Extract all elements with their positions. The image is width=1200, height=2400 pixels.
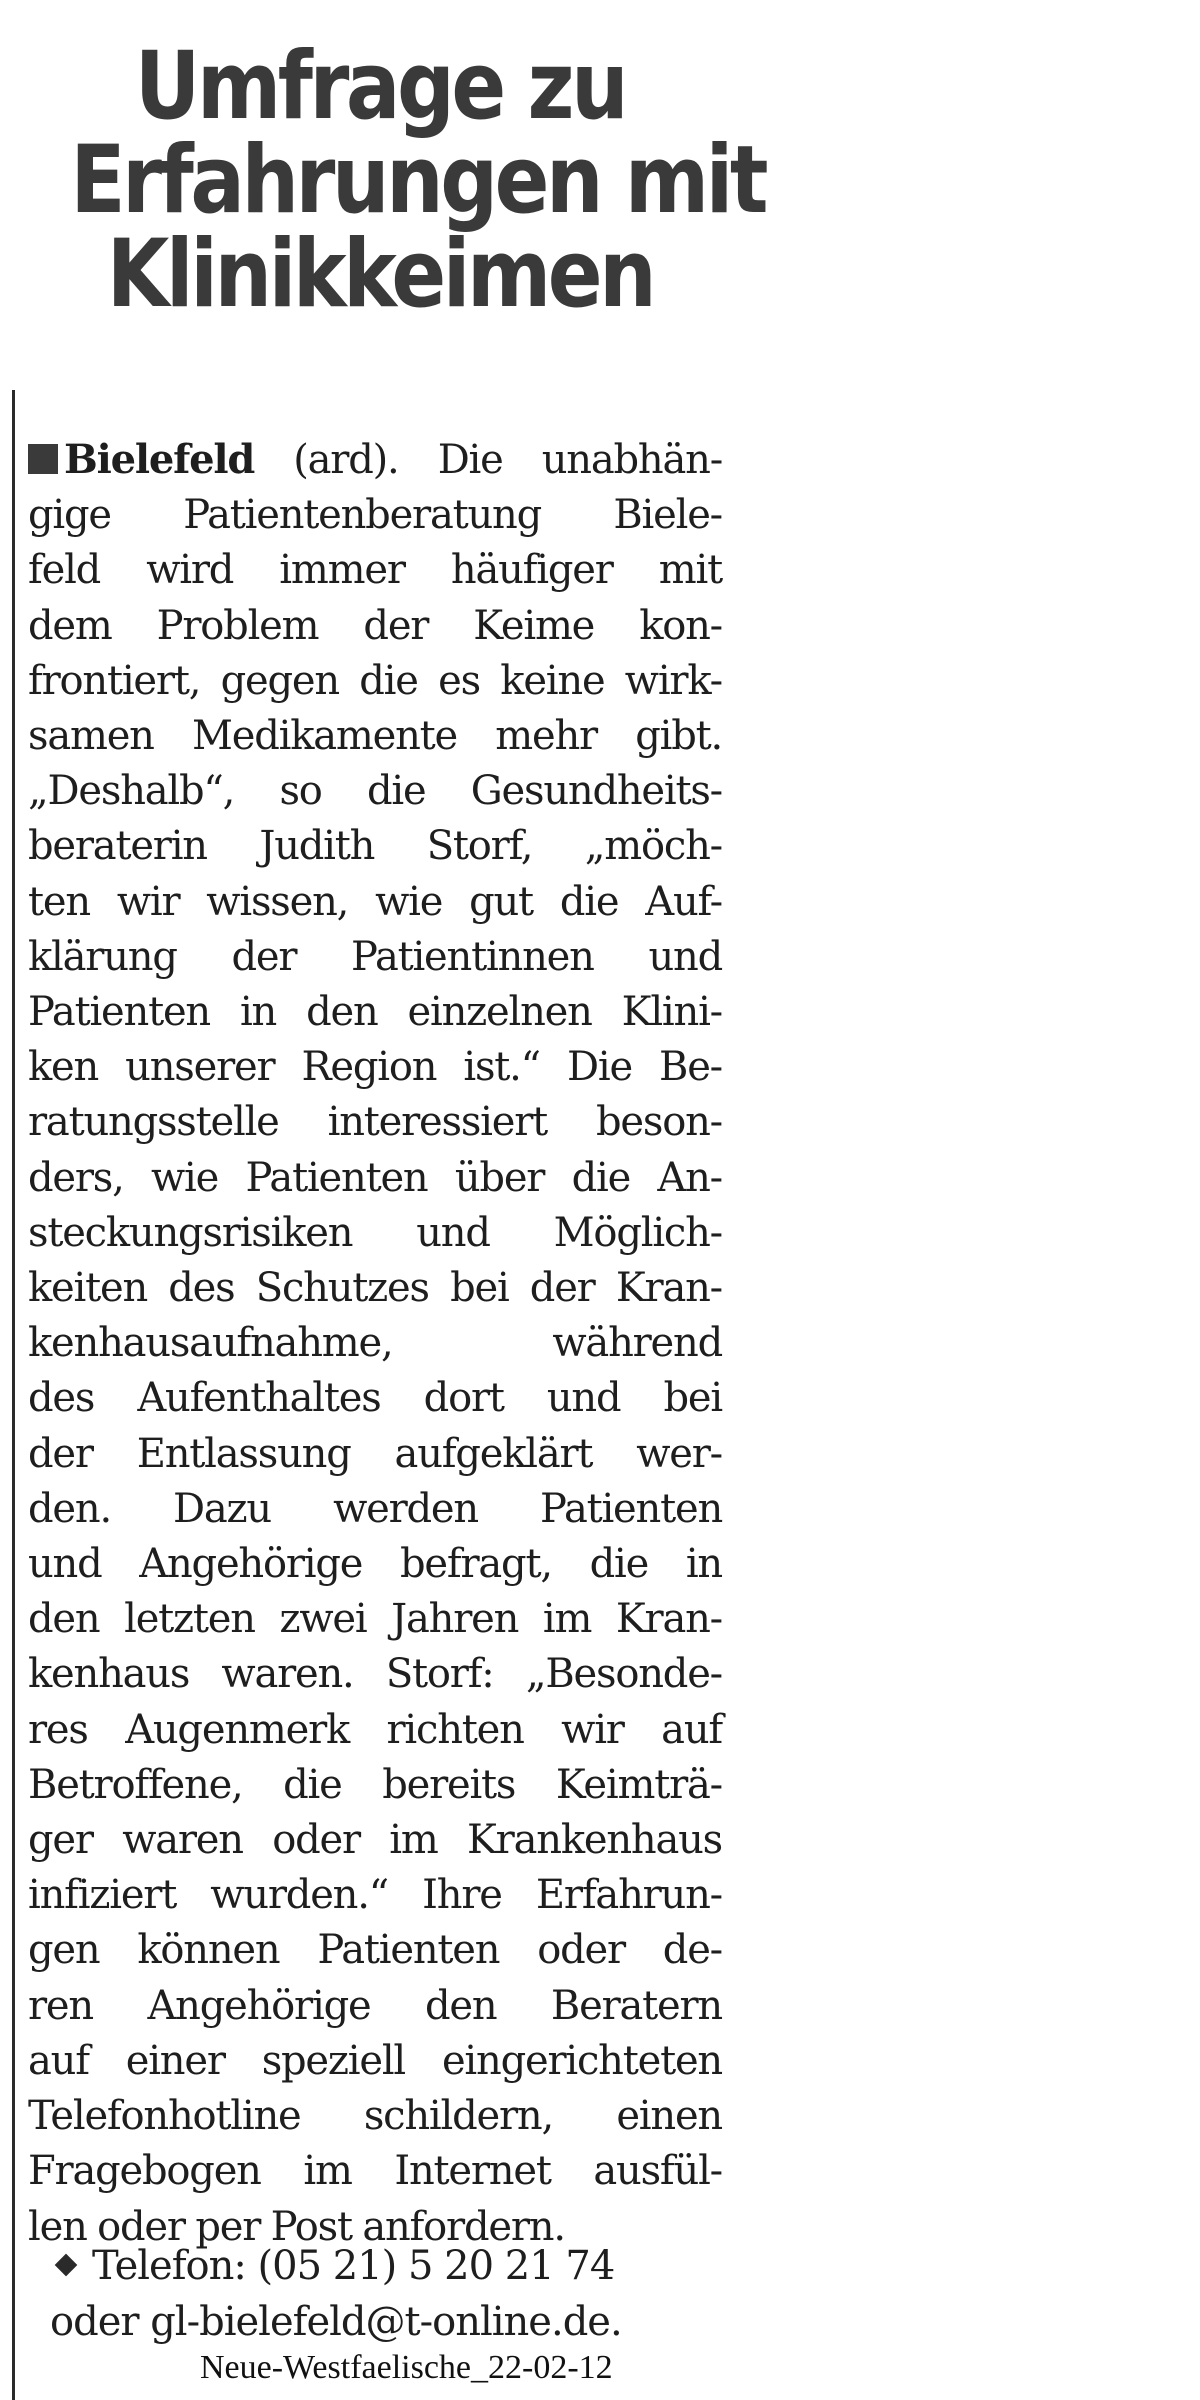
- article-line: frontiert, gegen die es keine wirk-: [28, 657, 722, 704]
- article-line: den letzten zwei Jahren im Kran-: [28, 1596, 722, 1643]
- article-line: Patienten in den einzelnen Klini-: [28, 989, 722, 1036]
- article-line: ten wir wissen, wie gut die Auf-: [28, 878, 722, 925]
- article-line: keiten des Schutzes bei der Kran-: [28, 1265, 722, 1312]
- article-line: infiziert wurden.“ Ihre Erfahrun-: [28, 1872, 722, 1919]
- article-line: ken unserer Region ist.“ Die Be-: [28, 1044, 722, 1091]
- article-line: kenhausaufnahme, während: [28, 1320, 722, 1367]
- article-line: und Angehörige befragt, die in: [28, 1541, 722, 1588]
- email-line: oder gl-bielefeld@t-online.de.: [50, 2299, 622, 2345]
- article-line: kenhaus waren. Storf: „Besonde-: [28, 1651, 722, 1698]
- article-line: des Aufenthaltes dort und bei: [28, 1375, 722, 1422]
- article-body: [28, 432, 722, 2255]
- dateline: Bielefeld: [64, 436, 255, 483]
- agency-tag: (ard).: [293, 437, 399, 483]
- article-first-line: [28, 432, 722, 488]
- article-line: len oder per Post anfordern.: [28, 2203, 565, 2250]
- article-line: dem Problem der Keime kon-: [28, 602, 722, 649]
- headline-line: Klinikkeimen: [106, 220, 654, 329]
- contact-info: [50, 2238, 730, 2350]
- article-line: beraterin Judith Storf, „möch-: [28, 823, 722, 870]
- article-line: Telefonhotline schildern, einen: [28, 2093, 722, 2140]
- article-line: ren Angehörige den Beratern: [28, 1982, 722, 2029]
- article-line: der Entlassung aufgeklärt wer-: [28, 1430, 722, 1477]
- article-line: gen können Patienten oder de-: [28, 1927, 722, 1974]
- article-line: auf einer speziell eingerichteten: [28, 2037, 722, 2084]
- article-line: ders, wie Patienten über die An-: [28, 1154, 722, 1201]
- article-line: Fragebogen im Internet ausfül-: [28, 2148, 722, 2195]
- headline-line: Umfrage zu: [134, 32, 626, 141]
- headline-line: Erfahrungen mit: [70, 126, 766, 235]
- article-line: Die unabhän-: [437, 437, 723, 483]
- article-line: ger waren oder im Krankenhaus: [28, 1817, 722, 1864]
- headline: [70, 32, 766, 329]
- article-line: gige Patientenberatung Biele-: [28, 492, 722, 539]
- phone-line: [50, 2238, 730, 2294]
- article-line: klärung der Patientinnen und: [28, 933, 722, 980]
- source-caption: Neue-Westfaelische_22-02-12: [200, 2349, 613, 2386]
- article-line: Betroffene, die bereits Keimträ-: [28, 1761, 722, 1808]
- article-line: „Deshalb“, so die Gesundheits-: [28, 768, 722, 815]
- phone-text: Telefon: (05 21) 5 20 21 74: [92, 2243, 615, 2289]
- column-rule: [12, 390, 15, 2400]
- article-line: samen Medikamente mehr gibt.: [28, 713, 722, 760]
- article-line: den. Dazu werden Patienten: [28, 1485, 722, 1532]
- article-line: feld wird immer häufiger mit: [28, 547, 722, 594]
- diamond-bullet-icon: [55, 2254, 78, 2277]
- article-line: res Augenmerk richten wir auf: [28, 1706, 722, 1753]
- article-line: ratungsstelle interessiert beson-: [28, 1099, 722, 1146]
- article-line: steckungsrisiken und Möglich-: [28, 1209, 722, 1256]
- dateline-square-icon: [28, 444, 58, 474]
